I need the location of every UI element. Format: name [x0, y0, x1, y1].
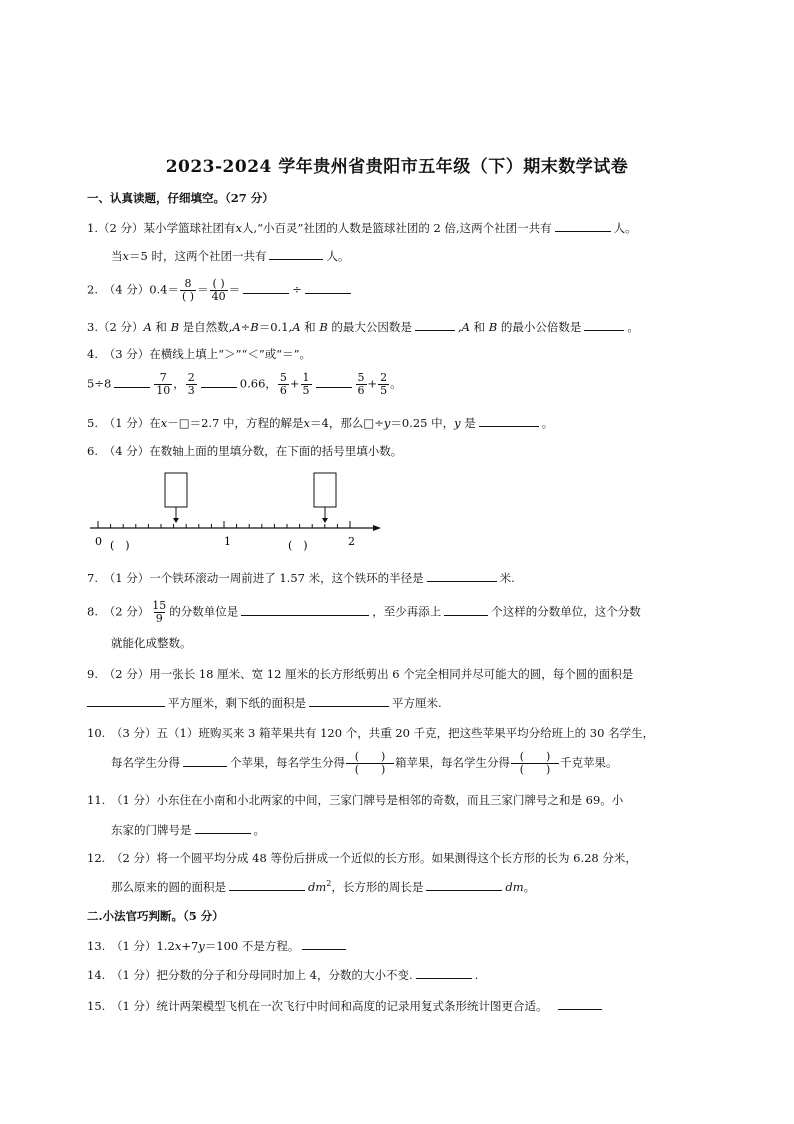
question-13: 13. （1 分）1.2x+7y＝100 不是方程。 [87, 937, 349, 954]
question-10-line-2: 每名学生分得 个苹果，每名学生分得 $\frac{( )}{( )}$ 箱苹果，每名学生分得 $\frac{( )}{( )}$ 千克苹果。 [111, 750, 618, 777]
answer-blank[interactable] [558, 997, 602, 1010]
question-10-line-1: 10. （3 分）五（1）班购买来 3 箱苹果共有 120 个，共重 20 千克，把这些苹果平均分给班上的 30 名学生， [87, 726, 655, 740]
question-12-line-2: 那么原来的圆的面积是 $dm^2$，长方形的周长是 dm。 [111, 879, 536, 894]
answer-blank[interactable] [309, 694, 389, 707]
answer-blank[interactable] [229, 878, 305, 891]
fraction-blank[interactable]: $\frac{( )}{( )}$ [346, 751, 394, 776]
answer-blank[interactable] [269, 247, 323, 260]
question-7: 7. （1 分）一个铁环滚动一周前进了 1.57 米，这个铁环的半径是 米. [87, 571, 515, 585]
question-4-comparisons: 5÷8 $\frac{7}{10}$ ， $\frac{2}{3}$ 0.66， $\frac{5}{6}$ + $\frac{1}{5}$ $\frac{5}{6}$ + $\frac{2}{5}$ 。 [87, 371, 402, 398]
fraction-box-2[interactable] [314, 473, 336, 507]
fraction: $\frac{8}{( )}$ [181, 277, 195, 304]
fraction-blank[interactable]: $\frac{( )}{( )}$ [511, 751, 559, 776]
question-2: 2. （4 分）0.4＝ $\frac{8}{( )}$ ＝ $\frac{( )}{40}$ ＝ ÷ [87, 278, 354, 303]
question-9-line-1: 9. （2 分）用一张长 18 厘米、宽 12 厘米的长方形纸剪出 6 个完全相同并尽可能大的圆，每个圆的面积是 [87, 667, 634, 681]
question-11-line-2: 东家的门牌号是 。 [111, 823, 265, 837]
answer-blank[interactable] [316, 375, 352, 388]
answer-blank[interactable] [87, 694, 165, 707]
decimal-paren-1[interactable]: ( ) [110, 539, 130, 552]
question-4-prompt: 4. （3 分）在横线上填上“＞”“＜”或“＝”。 [87, 347, 311, 361]
fraction-box-1[interactable] [165, 473, 187, 507]
section-heading-fill-in: 一、认真读题，仔细填空。（27 分） [87, 191, 274, 205]
axis-label-0: 0 [95, 535, 102, 548]
fraction: $\frac{1}{5}$ [302, 371, 310, 398]
answer-blank[interactable] [241, 603, 369, 616]
question-14: 14. （1 分）把分数的分子和分母同时加上 4，分数的大小不变. . [87, 968, 479, 982]
arrow-down-icon [173, 518, 179, 523]
answer-blank[interactable] [305, 281, 351, 294]
answer-blank[interactable] [243, 281, 289, 294]
decimal-paren-2[interactable]: ( ) [288, 539, 308, 552]
answer-blank[interactable] [201, 375, 237, 388]
question-8-line-2: 就能化成整数。 [111, 636, 192, 650]
fraction: $\frac{2}{3}$ [187, 371, 195, 398]
fraction: $\frac{5}{6}$ [279, 371, 287, 398]
answer-blank[interactable] [183, 754, 227, 767]
answer-blank[interactable] [555, 219, 611, 232]
page-title: 2023-2024 学年贵州省贵阳市五年级（下）期末数学试卷 [165, 157, 629, 177]
arrow-right-icon [373, 525, 381, 531]
question-11-line-1: 11. （1 分）小东住在小南和小北两家的中间，三家门牌号是相邻的奇数，而且三家门牌号之和是 69。小 [87, 793, 624, 807]
section-heading-judge: 二.小法官巧判断。（5 分） [87, 909, 224, 923]
question-9-line-2: 平方厘米，剩下纸的面积是 平方厘米. [87, 694, 442, 711]
question-12-line-1: 12. （2 分）将一个圆平均分成 48 等份后拼成一个近似的长方形。如果测得这个长方形的长为 6.28 分米， [87, 851, 637, 865]
question-1-line-2: 当x＝5 时，这两个社团一共有 人。 [111, 249, 350, 263]
fraction: $\frac{( )}{40}$ [211, 277, 226, 304]
answer-blank[interactable] [584, 318, 624, 331]
question-1-line-1: 1.（2 分）某小学篮球社团有x人,“小百灵”社团的人数是篮球社团的 2 倍,这两个社团一共有 人。 [87, 221, 637, 235]
fraction: $\frac{15}{9}$ [152, 599, 167, 626]
number-line-diagram [85, 468, 385, 558]
arrow-down-icon [322, 518, 328, 523]
answer-blank[interactable] [302, 937, 346, 950]
question-3: 3.（2 分）A 和 B 是自然数,A÷B＝0.1,A 和 B 的最大公因数是 ,A 和 B 的最小公倍数是 。 [87, 320, 639, 334]
answer-blank[interactable] [426, 878, 502, 891]
question-6-prompt: 6. （4 分）在数轴上面的里填分数，在下面的括号里填小数。 [87, 444, 403, 458]
answer-blank[interactable] [444, 603, 488, 616]
fraction: $\frac{7}{10}$ [156, 371, 171, 398]
answer-blank[interactable] [479, 414, 539, 427]
fraction: $\frac{2}{5}$ [380, 371, 388, 398]
question-15: 15. （1 分）统计两架模型飞机在一次飞行中时间和高度的记录用复式条形统计图更合适。 [87, 997, 605, 1014]
axis-label-1: 1 [224, 535, 231, 548]
question-8-line-1: 8. （2 分） $\frac{15}{9}$ 的分数单位是 ，至少再添上 个这样的分数单位，这个分数 [87, 599, 641, 626]
answer-blank[interactable] [195, 821, 251, 834]
fraction: $\frac{5}{6}$ [357, 371, 365, 398]
question-5: 5. （1 分）在x－□＝2.7 中，方程的解是x＝4，那么□÷y＝0.25 中，y 是 。 [87, 416, 554, 430]
answer-blank[interactable] [114, 375, 150, 388]
answer-blank[interactable] [427, 569, 497, 582]
answer-blank[interactable] [415, 318, 455, 331]
axis-label-2: 2 [348, 535, 355, 548]
answer-blank[interactable] [416, 966, 472, 979]
